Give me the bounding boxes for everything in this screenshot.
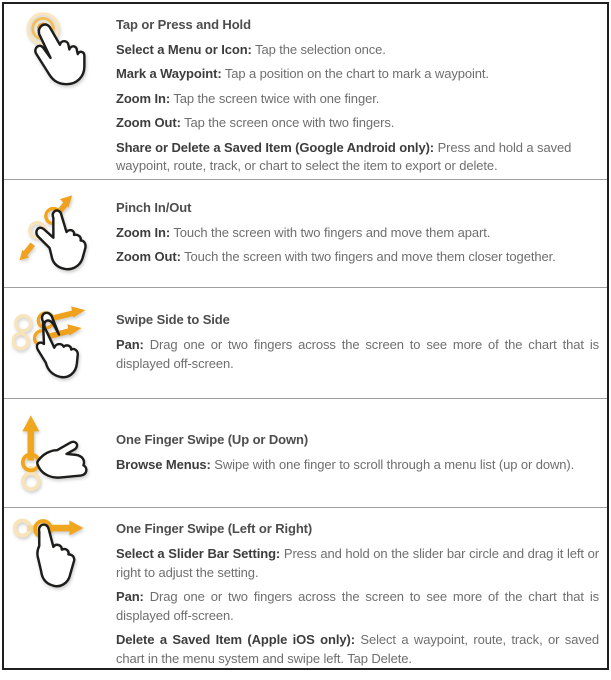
one-finger-swipe-left-right-gesture-icon	[12, 513, 106, 607]
section-title: One Finger Swipe (Up or Down)	[116, 431, 309, 447]
instruction-text: Swipe with one finger to scroll through a menu list (up or down).	[214, 456, 575, 472]
gesture-section-swipe-left-right	[4, 508, 607, 668]
instruction-text: Touch the screen with two fingers and move them closer together.	[184, 249, 556, 265]
pinch-in-out-gesture-icon	[12, 186, 106, 280]
instruction-text: Tap the selection once.	[255, 42, 386, 57]
instruction-label: Mark a Waypoint:	[116, 66, 222, 82]
gesture-text-cell	[114, 4, 607, 179]
instruction-label: Pan:	[116, 589, 144, 605]
gesture-section-swipe-up-down	[4, 399, 607, 508]
one-finger-swipe-up-down-gesture-icon	[12, 406, 106, 500]
instruction-label: Select a Menu or Icon:	[116, 42, 252, 57]
instruction-label: Zoom In:	[116, 90, 171, 106]
instruction-label: Zoom Out:	[116, 249, 181, 265]
gesture-icon-cell	[4, 4, 114, 179]
gesture-instruction	[116, 545, 599, 582]
gesture-text-cell	[114, 508, 607, 668]
gesture-icon-cell	[4, 288, 114, 398]
gesture-icon-cell	[4, 180, 114, 287]
swipe-side-to-side-gesture-icon	[12, 296, 106, 390]
section-title: Swipe Side to Side	[116, 312, 230, 328]
tap-press-hold-gesture-icon	[12, 9, 106, 103]
instruction-text: Press and hold a saved waypoint, route, track, or chart to select the item to export or delete.	[116, 139, 572, 174]
instruction-label: Pan:	[116, 337, 144, 353]
instruction-label: Select a Slider Bar Setting:	[116, 546, 281, 562]
instruction-text: Tap a position on the chart to mark a waypoint.	[224, 66, 489, 82]
gesture-instruction	[116, 114, 599, 132]
section-title: Pinch In/Out	[116, 199, 192, 215]
gesture-instruction	[116, 65, 599, 83]
gesture-instruction	[116, 139, 599, 176]
gesture-instruction	[116, 336, 599, 373]
instruction-text: Tap the screen twice with one finger.	[173, 90, 380, 106]
gesture-instruction	[116, 456, 599, 474]
gesture-icon-cell	[4, 399, 114, 507]
instruction-label: Delete a Saved Item (Apple iOS only):	[116, 632, 355, 648]
instruction-label: Browse Menus:	[116, 456, 211, 472]
instruction-label: Zoom In:	[116, 224, 171, 240]
section-title: Tap or Press and Hold	[116, 17, 251, 32]
gesture-section-pinch	[4, 180, 607, 288]
gesture-text-cell	[114, 288, 607, 398]
gesture-instruction	[116, 224, 599, 242]
instruction-label: Zoom Out:	[116, 115, 181, 131]
gesture-icon-cell	[4, 508, 114, 668]
gesture-section-swipe-side	[4, 288, 607, 399]
instruction-label: Share or Delete a Saved Item (Google Android only):	[116, 139, 435, 155]
instruction-text: Drag one or two fingers across the screen to see more of the chart that is displayed off-screen.	[116, 337, 600, 371]
gesture-text-cell	[114, 180, 607, 287]
instruction-text: Touch the screen with two fingers and move them apart.	[173, 224, 491, 240]
instruction-text: Drag one or two fingers across the screen to see more of the chart that is displayed off-screen.	[116, 589, 600, 623]
instruction-text: Select a waypoint, route, track, or saved chart in the menu system and swipe left. Tap Delete.	[116, 632, 599, 666]
gesture-instruction	[116, 631, 599, 668]
instruction-text: Tap the screen once with two fingers.	[184, 115, 395, 131]
gesture-text-cell	[114, 399, 607, 507]
section-title: One Finger Swipe (Left or Right)	[116, 521, 313, 537]
gesture-instruction	[116, 41, 599, 59]
instruction-text: Press and hold on the slider bar circle and drag it left or right to adjust the setting.	[116, 546, 599, 580]
touch-gestures-reference-page	[2, 2, 609, 670]
gesture-section-tap	[4, 4, 607, 180]
gesture-instruction	[116, 90, 599, 108]
gesture-instruction	[116, 588, 599, 625]
gesture-instruction	[116, 248, 599, 266]
